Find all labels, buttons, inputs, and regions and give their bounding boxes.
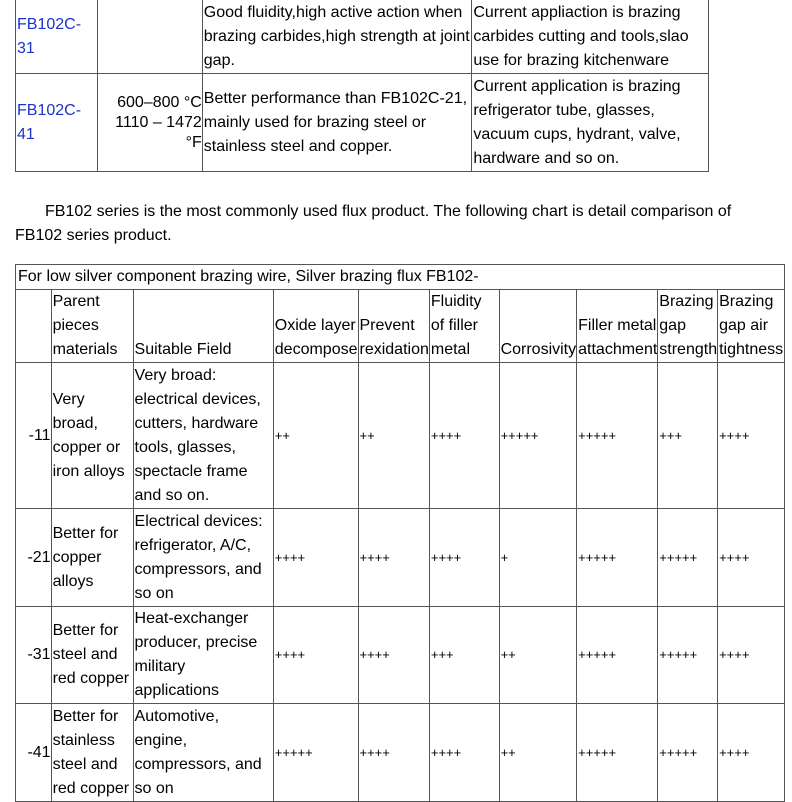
corrosivity-rating: ++: [499, 704, 577, 802]
corrosivity-header: Corrosivity: [499, 290, 577, 363]
table-row: [16, 0, 709, 74]
strength-rating: +++: [658, 363, 718, 509]
table-row: [16, 74, 709, 172]
filler-rating: +++++: [577, 704, 658, 802]
prevent-rating: ++: [358, 363, 429, 509]
application-cell: Current application is brazing refrigerator tube, glasses, vacuum cups, hydrant, valve, hardware and so on.: [472, 74, 709, 172]
fluidity-rating: ++++: [429, 704, 499, 802]
prevent-header: Prevent rexidation: [358, 290, 429, 363]
flux-model-table: [15, 0, 709, 172]
prevent-rating: ++++: [358, 704, 429, 802]
series-code: -31: [16, 607, 52, 704]
corrosivity-rating: +: [499, 509, 577, 607]
strength-rating: +++++: [658, 607, 718, 704]
application-cell: Current appliaction is brazing carbides cutting and tools,slao use for brazing kitchenware: [472, 0, 709, 74]
fluidity-header: Fluidity of filler metal: [429, 290, 499, 363]
temperature-cell: 600–800 °C 1110 – 1472 °F: [97, 74, 202, 172]
parent-cell: Very broad, copper or iron alloys: [51, 363, 133, 509]
table-row: [16, 509, 785, 607]
tightness-rating: ++++: [718, 704, 785, 802]
parent-header: Parent pieces materials: [51, 290, 133, 363]
model-link[interactable]: FB102C-41: [17, 101, 82, 143]
caption-row: [16, 265, 785, 290]
tightness-rating: ++++: [718, 363, 785, 509]
parent-cell: Better for copper alloys: [51, 509, 133, 607]
field-cell: Heat-exchanger producer, precise military applications: [133, 607, 273, 704]
oxide-rating: +++++: [273, 704, 358, 802]
table-caption: For low silver component brazing wire, Silver brazing flux FB102-: [16, 265, 785, 290]
prevent-rating: ++++: [358, 509, 429, 607]
fluidity-rating: ++++: [429, 509, 499, 607]
filler-rating: +++++: [577, 363, 658, 509]
intro-text: FB102 series is the most commonly used flux product. The following chart is detail comparison of FB102 series product.: [15, 203, 732, 244]
oxide-rating: ++++: [273, 509, 358, 607]
temperature-cell: [97, 0, 202, 74]
flux-comparison-table: [15, 264, 785, 802]
tightness-rating: ++++: [718, 607, 785, 704]
field-header: Suitable Field: [133, 290, 273, 363]
strength-header: Brazing gap strength: [658, 290, 718, 363]
field-cell: Automotive, engine, compressors, and so on: [133, 704, 273, 802]
corrosivity-rating: ++: [499, 607, 577, 704]
field-cell: Electrical devices: refrigerator, A/C, compressors, and so on: [133, 509, 273, 607]
model-cell[interactable]: [16, 74, 98, 172]
prevent-rating: ++++: [358, 607, 429, 704]
table-row: [16, 363, 785, 509]
series-code: -21: [16, 509, 52, 607]
series-code: -11: [16, 363, 52, 509]
table-row: [16, 607, 785, 704]
oxide-rating: ++++: [273, 607, 358, 704]
filler-rating: +++++: [577, 607, 658, 704]
parent-cell: Better for stainless steel and red copper: [51, 704, 133, 802]
header-row: [16, 290, 785, 363]
filler-rating: +++++: [577, 509, 658, 607]
model-link[interactable]: FB102C-31: [17, 15, 82, 57]
oxide-header: Oxide layer decompose: [273, 290, 358, 363]
feature-cell: Good fluidity,high active action when brazing carbides,high strength at joint gap.: [202, 0, 472, 74]
strength-rating: +++++: [658, 704, 718, 802]
series-code: -41: [16, 704, 52, 802]
corrosivity-rating: +++++: [499, 363, 577, 509]
intro-paragraph: [15, 200, 775, 248]
filler-header: Filler metal attachment: [577, 290, 658, 363]
field-cell: Very broad: electrical devices, cutters, hardware tools, glasses, spectacle frame and so on.: [133, 363, 273, 509]
parent-cell: Better for steel and red copper: [51, 607, 133, 704]
fluidity-rating: +++: [429, 607, 499, 704]
tightness-header: Brazing gap air tightness: [718, 290, 785, 363]
model-cell[interactable]: [16, 0, 98, 74]
oxide-rating: ++: [273, 363, 358, 509]
code-header: [16, 290, 52, 363]
strength-rating: +++++: [658, 509, 718, 607]
feature-cell: Better performance than FB102C-21, mainly used for brazing steel or stainless steel and copper.: [202, 74, 472, 172]
fluidity-rating: ++++: [429, 363, 499, 509]
tightness-rating: ++++: [718, 509, 785, 607]
table-row: [16, 704, 785, 802]
